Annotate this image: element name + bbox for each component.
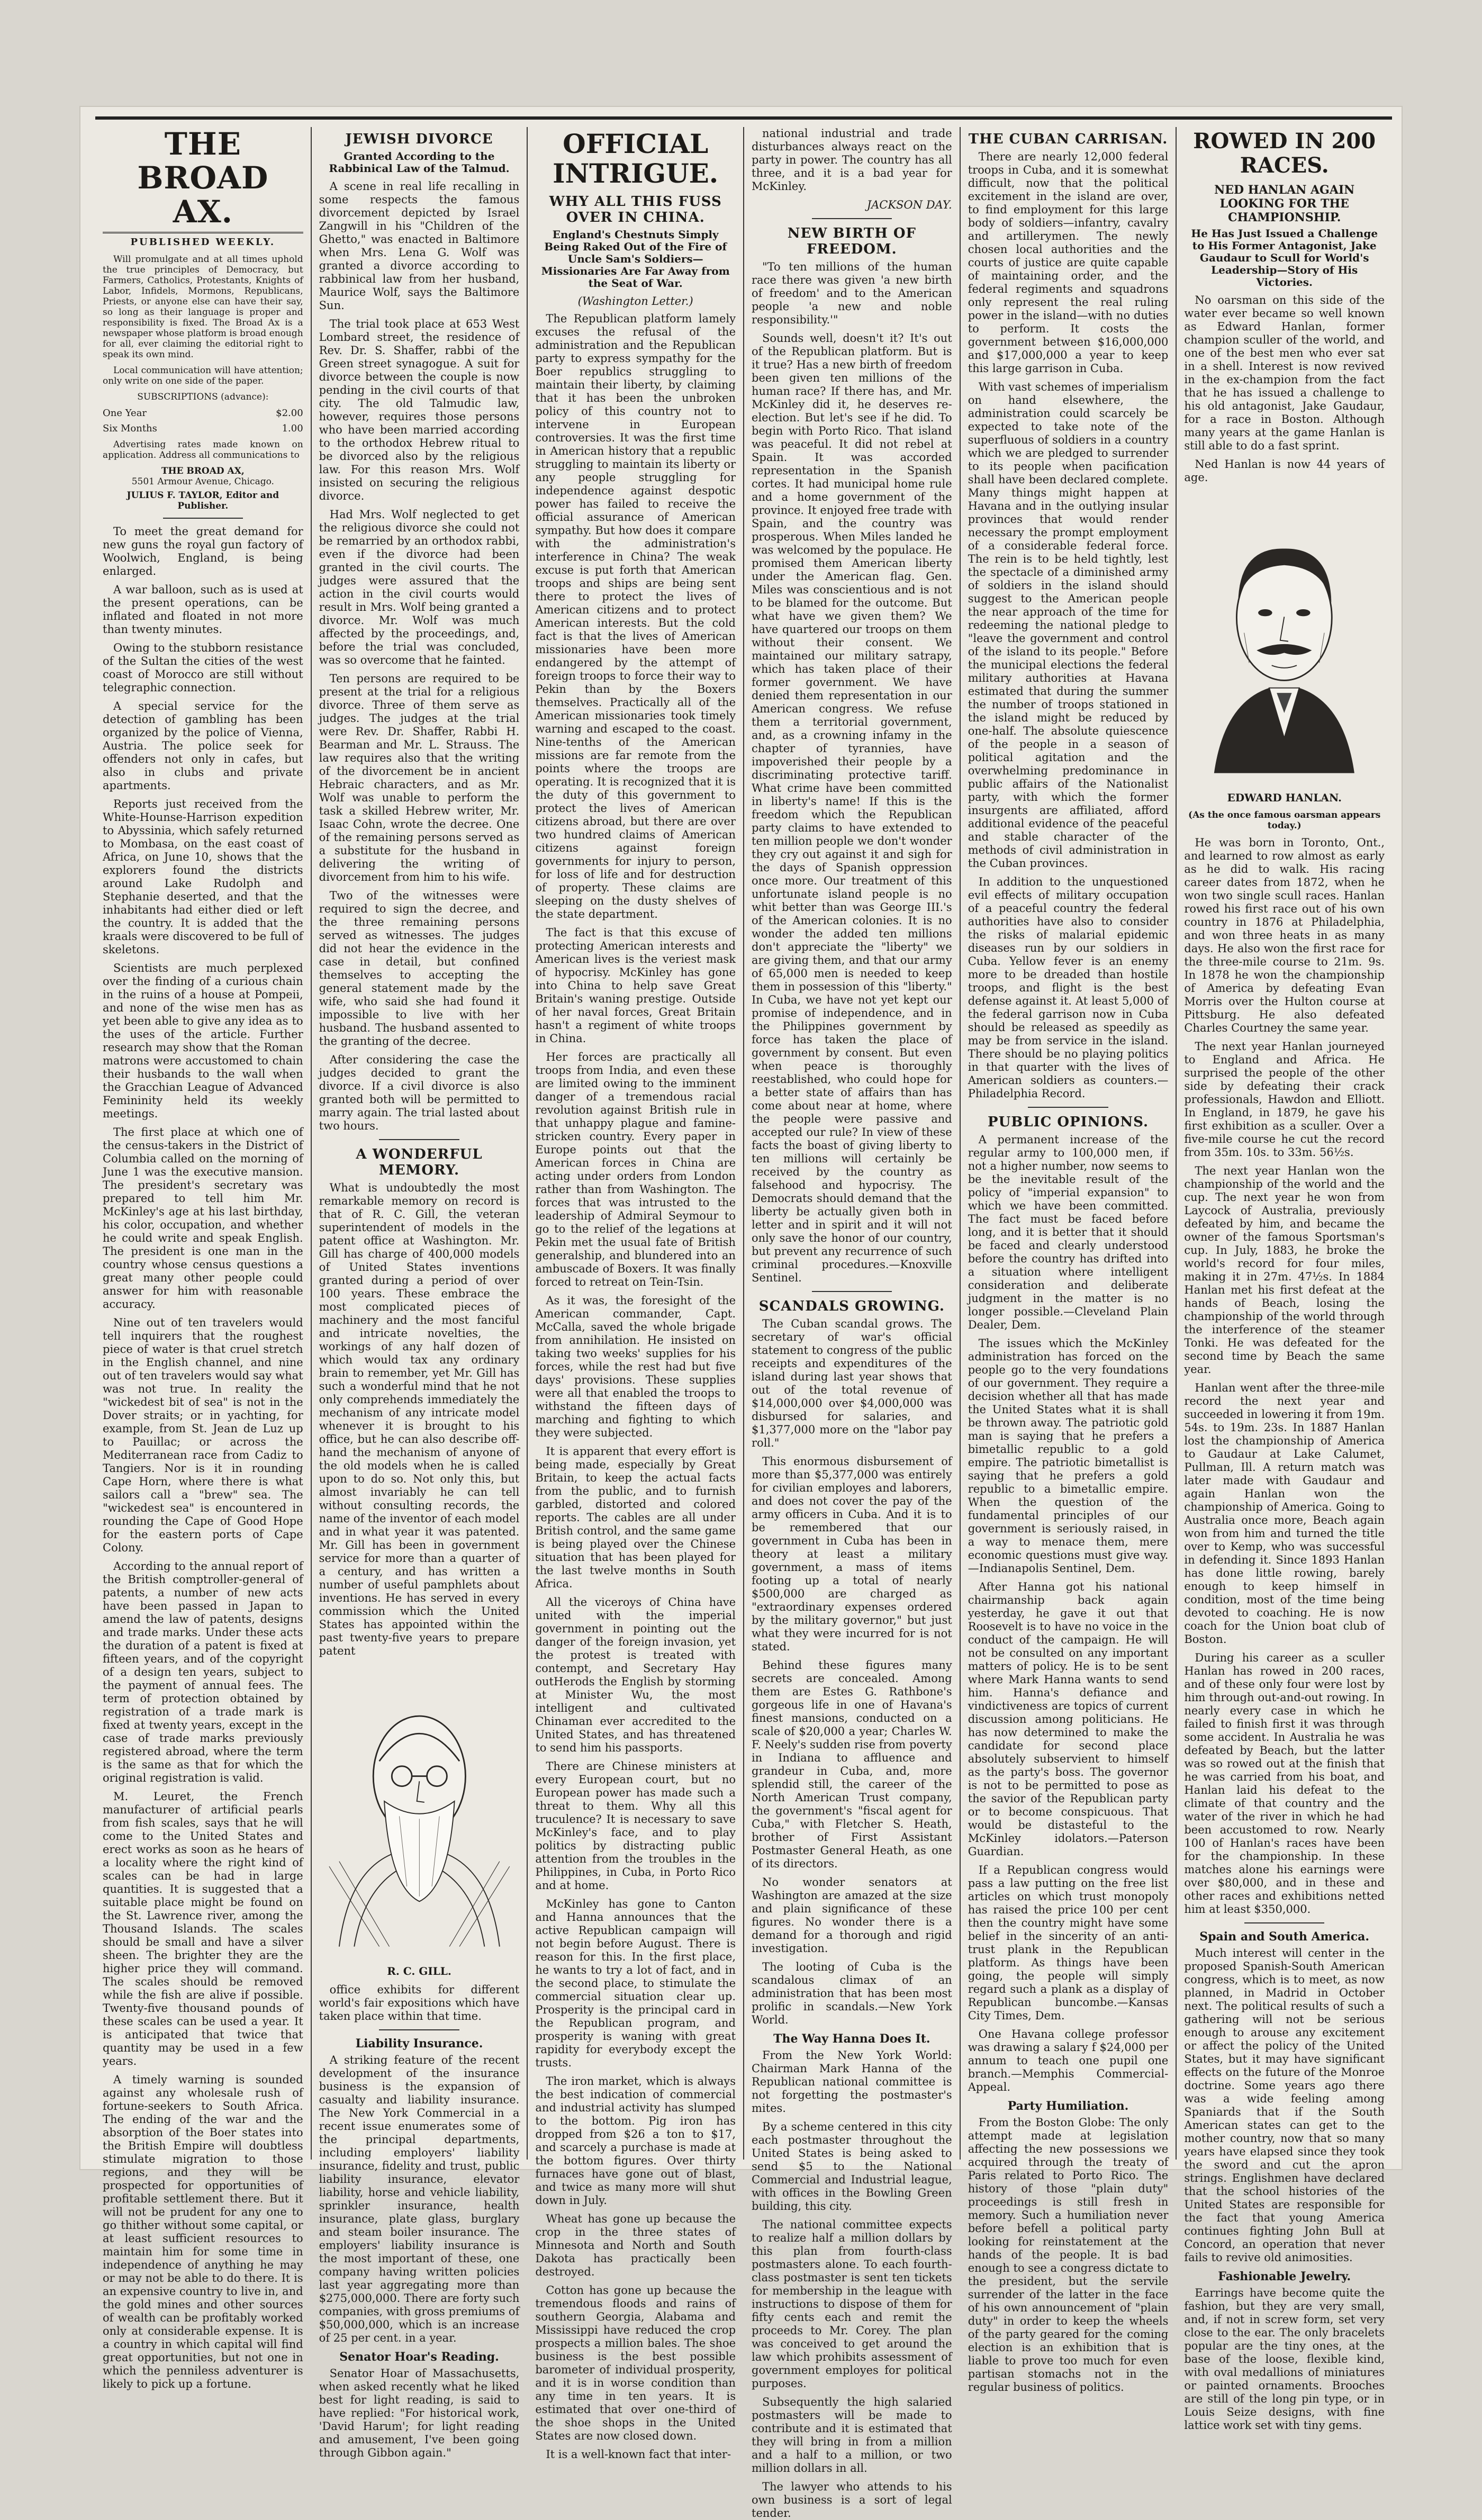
paragraph: This enormous disbursement of more than $5,377,000 was entirely for civilian employes and laborers, and does not cover the pay of the army officers in Cuba. And it is to be remembered that our government in Cuba has been in theory at least a military government, a mass of items footing up a total of nearly $500,000 are charged as "extraordinary expenses ordered by the military governor," but just what they were incurred for is not stated. (752, 1455, 952, 1653)
divider (1244, 1922, 1324, 1923)
subscriptions-heading: SUBSCRIPTIONS (advance): (137, 392, 269, 402)
paragraph: national industrial and trade disturbances always react on the party in power. The country has all three, and it is a bad year for McKinley. (752, 127, 952, 193)
paragraph: What is undoubtedly the most remarkable memory on record is that of R. C. Gill, the veteran superintendent of models in the patent office at Washington. Mr. Gill has charge of 400,000 models of United States inventions granted during a period of over 100 years. These embrace the most complicated pieces of machinery and the most fanciful and intricate novelties, the workings of any half dozen of which would tax any ordinary brain to remember, yet Mr. Gill has such a wonderful mind that he not only comprehends immediately the mechanism of any intricate model whenever it is brought to his office, but he can also describe off-hand the mechanism of anyone of the old models when he is called upon to do so. Not only this, but almost invariably he can tell without consulting records, the name of the inventor of each model and in what year it was patented. Mr. Gill has been in government service for more than a quarter of a century, and has written a number of useful pamphlets about inventions. He has served in every commission which the United States has appointed within the past twenty-five years to prepare patent (319, 1181, 520, 1657)
portrait-engraving-gill (319, 1668, 520, 1954)
paragraph: There are nearly 12,000 federal troops in Cuba, and it is somewhat difficult, now that the political excitement in the island are over, to find employment for this large body of soldiers—infantry, cavalry and artillerymen. The newly chosen local authorities and the courts of justice are quite capable of maintaining order, and the federal regiments and squadrons only represent the real ruling power in the island—with no duties to perform. It costs the government between $16,000,000 and $17,000,000 a year to keep this large garrison in Cuba. (968, 150, 1169, 375)
headline-hanna: The Way Hanna Does It. (773, 2032, 930, 2046)
paragraph: Senator Hoar of Massachusetts, when asked recently what he liked best for light reading, is said to have replied: "For historical work, 'David Harum'; for light reading and amusement, I've been going through Gibbon again." (319, 2367, 520, 2459)
paragraph: The Republican platform lamely excuses the refusal of the administration and the Republican party to express sympathy for the Boer republics struggling to maintain their liberty, by claiming that it has been the unbroken policy of this country not to intervene in European controversies. It was the first time in American history that a republic struggling to maintain its liberty or any people struggling for independence against despotic power has failed to receive the official assurance of American sympathy. But how does it compare with the administration's interference in China? The weak excuse is put forth that American troops and ships are being sent there to protect the lives of American citizens and to protect American interests. But the cold fact is that the lives of American missionaries have been more endangered by the attempt of foreign troops to force their way to Pekin than by the Boxers themselves. Practically all of the American missionaries took timely warning and escaped to the coast. Nine-tenths of the American missions are far remote from the points where the troops are operating. It is recognized that it is the duty of this government to protect the lives of American citizens abroad, but there are over two hundred claims of American citizens against foreign governments for injury to person, for loss of life and for destruction of property. These claims are sleeping on the dusty shelves of the state department. (535, 312, 736, 920)
paragraph: A striking feature of the recent development of the insurance business is the expansion of casualty and liability insurance. The New York Commercial in a recent issue enumerates some of the principal departments, including employers' liability insurance, fidelity and trust, public liability insurance, elevator liability, horse and vehicle liability, sprinkler insurance, health insurance, plate glass, burglary and steam boiler insurance. The employers' liability insurance is the most important of these, one company having written policies last year aggregating more than $275,000,000. There are forty such companies, with gross premiums of $50,000,000, which is an increase of 25 per cent. in a year. (319, 2054, 520, 2344)
paragraph: Behind these figures many secrets are concealed. Among them are Estes G. Rathbone's gorgeous life in one of Havana's finest mansions, conducted on a scale of $20,000 a year; Charles W. F. Neely's sudden rise from poverty in Indiana to affluence and grandeur in Cuba, and, more splendid still, the career of the North American Trust company, the government's "fiscal agent for Cuba," with Fletcher S. Heath, brother of First Assistant Postmaster General Heath, as one of its directors. (752, 1659, 952, 1870)
headline-rowed-in-200-races: ROWED IN 200 RACES. (1193, 129, 1376, 178)
paragraph: The national committee expects to realize half a million dollars by this plan from fourth-class postmasters alone. To each fourth-class postmaster is sent ten tickets for membership in the league with instructions to dispose of them for fifty cents each and remit the proceeds to Mr. Corey. The plan was conceived to get around the law which prohibits assessment of government employes for political purposes. (752, 2218, 952, 2390)
headline-scandals-growing: SCANDALS GROWING. (758, 1298, 945, 1314)
paragraph: The issues which the McKinley administration has forced on the people go to the very foundations of our government. They require a decision whether all that has made the United States what it is shall be thrown away. The patriotic gold man is saying that he prefers a bimetallic republic to a gold empire. The patriotic bimetallist is saying that he prefers a gold republic to a bimetallic empire. When the question of the fundamental principles of our government is seriously raised, in a way to menace them, mere economic questions must give way.—Indianapolis Sentinel, Dem. (968, 1337, 1169, 1575)
paragraph: The first place at which one of the census-takers in the District of Columbia called on the morning of June 1 was the executive mansion. The president's secretary was prepared to tell him Mr. McKinley's age at his last birthday, his color, occupation, and whether he could write and speak English. The president is one man in the country whose census questions a great many other people could answer for him with reasonable accuracy. (103, 1126, 303, 1311)
paragraph: Much interest will center in the proposed Spanish-South American congress, which is to meet, as now planned, in Madrid in October next. The political results of such a gathering will not be serious enough to arouse any excitement or affect the policy of the United States, but it may have significant effects on the future of the Monroe doctrine. Some years ago there was a wide feeling among Spaniards that if the South American states can get to the mother country, now that so many years have elapsed since they took the sword and cut the apron strings. Englishmen have declared that the school histories of the United States are responsible for the fact that young America continues fighting John Bull at Concord, an operation that never fails to revive old animosities. (1184, 1947, 1385, 2264)
masthead: THE BROAD AX. (103, 127, 303, 233)
address-line-1: THE BROAD AX, (161, 466, 245, 476)
paragraph: Earrings have become quite the fashion, but they are very small, and, if not in screw form, set very close to the ear. The only bracelets popular are the tiny ones, at the base of the loose, flexible kind, with oval medallions of miniatures or painted ornaments. Brooches are still of the long pin type, or in Louis Seize designs, with fine lattice work set with tiny gems. (1184, 2287, 1385, 2432)
divider (163, 518, 243, 519)
paragraph: Ten persons are required to be present at the trial for a religious divorce. Three of them serve as judges. The judges at the trial were Rev. Dr. Shaffer, Rabbi H. Bearman and Mr. L. Strauss. The law requires also that the writing of the divorcement be in ancient Hebraic characters, and as Mr. Wolf was unable to perform the task a skilled Hebrew writer, Mr. Isaac Cohn, wrote the decree. One of the remaining persons served as a substitute for the husband in delivering the writing of divorcement from him to his wife. (319, 672, 520, 883)
column-1 (95, 126, 312, 2390)
paragraph: All the viceroys of China have united with the imperial government in pointing out the danger of the foreign invasion, yet the protest is treated with contempt, and Secretary Hay outHerods the English by storming at Minister Wu, the most intelligent and cultivated Chinaman ever accredited to the United States, and has threatened to send him his passports. (535, 1596, 736, 1754)
paragraph: A scene in real life recalling in some respects the famous divorcement depicted by Israel Zangwill in his "Children of the Ghetto," was enacted in Baltimore when Mrs. Lena G. Wolf was granted a divorce according to rabbinical law from her husband, Maurice Wolf, says the Baltimore Sun. (319, 180, 520, 312)
paragraph: During his career as a sculler Hanlan has rowed in 200 races, and of these only four were lost by him through out-and-out rowing. In nearly every case in which he failed to finish first it was through some accident. In Australia he was defeated by Beach, but the latter was so rowed out at the finish that he was carried from his boat, and Hanlan laid his defeat to the climate of that country and the water of the river in which he had been accustomed to row. Nearly 100 of Hanlan's races have been for the championship. In these matches alone his earnings were over $80,000, and in these and other races and exhibitions netted him at least $350,000. (1184, 1651, 1385, 1916)
divider (812, 218, 892, 219)
paragraph: The Cuban scandal grows. The secretary of war's official statement to congress of the public receipts and expenditures of the island during last year shows that out of the total revenue of $14,000,000 over $4,000,000 was disbursed for salaries, and $1,377,000 more on the "labor pay roll." (752, 1317, 952, 1449)
paragraph: There are Chinese ministers at every European court, but no European power has made such a threat to them. Why all this truculence? It is necessary to save McKinley's face, and to play politics by distracting public attention from the troubles in the Philippines, in Cuba, in Porto Rico and at home. (535, 1760, 736, 1892)
signature: JACKSON DAY. (866, 198, 952, 211)
portrait-subcaption: (As the once famous oarsman appears today.) (1188, 810, 1381, 831)
top-rule (95, 116, 1392, 120)
divider (379, 1139, 459, 1140)
paragraph: Cotton has gone up because the tremendous floods and rains of southern Georgia, Alabama and Mississippi have reduced the crop prospects a million bales. The shoe business is the best possible barometer of individual prosperity, and it is in worse condition than any time in ten years. It is estimated that over one-third of the shoe shops in the United States are now closed down. (535, 2284, 736, 2442)
headline-public-opinions: PUBLIC OPINIONS. (988, 1114, 1149, 1130)
paragraph: After considering the case the judges decided to grant the divorce. If a civil divorce is also granted both will be permitted to marry again. The trial lasted about two hours. (319, 1053, 520, 1132)
divider (1028, 1107, 1108, 1108)
paragraph: Nine out of ten travelers would tell inquirers that the roughest piece of water is that cruel stretch in the English channel, and nine out of ten travelers would say what was not true. In reality the "wickedest bit of sea" is not in the Dover straits; or in yachting, for example, from St. Jean de Luz up to Pauillac; or across the Mediterranean race from Cadiz to Tangiers. Nor is it in rounding Cape Horn, where there is what sailors call a "brew" sea. The "wickedest sea" is encountered in rounding the Cape of Good Hope for the eastern ports of Cape Colony. (103, 1316, 303, 1554)
deck: He Has Just Issued a Challenge to His Former Antagonist, Jake Gaudaur to Scull for World's Leadership—Story of His Victories. (1191, 227, 1378, 288)
newspaper-page (79, 106, 1403, 2519)
column-5 (961, 127, 1177, 2393)
headline-official-intrigue: OFFICIAL INTRIGUE. (553, 128, 719, 189)
paragraph: The iron market, which is always the best indication of commercial and industrial activity has slumped to the bottom. Pig iron has dropped from $26 a ton to $17, and scarcely a purchase is made at the bottom figures. Over thirty furnaces have gone out of blast, and twice as many more will shut down in July. (535, 2075, 736, 2207)
paragraph: Reports just received from the White-Hounse-Harrison expedition to Abyssinia, which safely returned to Mombasa, on the east coast of Africa, on June 10, shows that the explorers found the districts around Lake Rudolph and Stephanie deserted, and that the inhabitants had either died or left the country. It is added that the kraals were discovered to be full of skeletons. (103, 798, 303, 956)
paragraph: No oarsman on this side of the water ever became so well known as Edward Hanlan, former champion sculler of the world, and one of the best men who ever sat in a shell. Interest is now revived in the ex-champion from the fact that he has issued a challenge to his old antagonist, Jake Gaudaur, for a race in Boston. Although many years at the game Hanlan is still able to do a fast sprint. (1184, 294, 1385, 452)
paragraph: After Hanna got his national chairmanship back again yesterday, he gave it out that Roosevelt is to have no voice in the conduct of the campaign. He will not be consulted on any important matters of policy. He is to be sent where Mark Hanna wants to send him. Hanna's defiance and vindictiveness are topics of current discussion among politicians. He has now determined to make the candidate for second place absolutely subservient to himself as the party's boss. The governor is not to be permitted to pose as the savior of the Republican party or to become conspicuous. That would be distasteful to the McKinley idolators.—Paterson Guardian. (968, 1580, 1169, 1858)
paragraph: A special service for the detection of gambling has been organized by the police of Vienna, Austria. The police seek for offenders not only in cafes, but also in clubs and private apartments. (103, 700, 303, 792)
divider (379, 2029, 459, 2030)
headline-senator-hoar: Senator Hoar's Reading. (339, 2350, 499, 2364)
address-line-2: 5501 Armour Avenue, Chicago. (131, 476, 274, 487)
paragraph: According to the annual report of the British comptroller-general of patents, a number of new acts have been passed in Japan to amend the law of patents, designs and trade marks. Under these acts the duration of a patent is fixed at fifteen years, and of the copyright of a design ten years, subject to the payment of annual fees. The term of protection obtained by registration of a trade mark is fixed at twenty years, except in the case of trade marks previously registered abroad, where the term is the same as that for which the original registration is valid. (103, 1560, 303, 1784)
paragraph: "To ten millions of the human race there was given 'a new birth of freedom' and to the American people 'a new and noble responsibility.'" (752, 260, 952, 326)
column-6 (1177, 127, 1392, 2432)
paragraph: The lawyer who attends to his own business is a sort of legal tender. (752, 2480, 952, 2519)
headline-wonderful-memory: A WONDERFUL MEMORY. (356, 1146, 483, 1178)
subhead-hanlan: NED HANLAN AGAIN LOOKING FOR THE CHAMPIONSHIP. (1214, 183, 1355, 224)
paragraph: By a scheme centered in this city each postmaster throughout the United States is being asked to send $5 to the National Commercial and Industrial league, with offices in the Bowling Green building, this city. (752, 2120, 952, 2212)
column-2 (312, 127, 528, 2459)
editor-line: JULIUS F. TAYLOR, Editor and Publisher. (126, 490, 279, 511)
paragraph: He was born in Toronto, Ont., and learned to row almost as early as he did to walk. His racing career dates from 1872, when he won two single scull races. Hanlan rowed his first race out of his own country in 1876 at Philadelphia, and won three heats in as many days. He also won the first race for the three-mile course to 21m. 9s. In 1878 he won the championship of America by defeating Evan Morris over the Hulton course at Pittsburg. He also defeated Charles Courtney the same year. (1184, 836, 1385, 1034)
local-note: Local communication will have attention; only write on one side of the paper. (103, 365, 303, 386)
paragraph: Had Mrs. Wolf neglected to get the religious divorce she could not be remarried by an orthodox rabbi, even if the divorce had been granted in the civil courts. The judges were assured that the action in the civil courts would result in Mrs. Wolf being granted a divorce. Mr. Wolf was much affected by the proceedings, and, before the trial was concluded, was so overcome that he fainted. (319, 508, 520, 666)
advertising-note: Advertising rates made known on application. Address all communications to (103, 439, 303, 460)
paragraph: The next year Hanlan journeyed to England and Africa. He surprised the people of the other side by defeating their crack professionals, Hawdon and Elliott. In England, in 1879, he gave his first exhibition as a sculler. Over a five-mile course he cut the record from 35m. 10s. to 33m. 56½s. (1184, 1040, 1385, 1159)
paragraph: One Havana college professor was drawing a salary f $24,000 per annum to teach one pupil one branch.—Memphis Commercial-Appeal. (968, 2028, 1169, 2093)
paragraph: It is a well-known fact that inter- (546, 2448, 731, 2461)
paragraph: A permanent increase of the regular army to 100,000 men, if not a higher number, now seems to be the inevitable result of the policy of "imperial expansion" to which we have been committed. The fact must be faced before long, and it is better that it should be faced and clearly understood before the country has drifted into a situation where intelligent consideration and deliberate judgment in the matter is no longer possible.—Cleveland Plain Dealer, Dem. (968, 1133, 1169, 1331)
headline-jewish-divorce: JEWISH DIVORCE (345, 131, 493, 147)
subhead-china: WHY ALL THIS FUSS OVER IN CHINA. (549, 194, 722, 225)
headline-fashionable-jewelry: Fashionable Jewelry. (1218, 2270, 1351, 2283)
paragraph: With vast schemes of imperialism on hand elsewhere, the administration could scarcely be expected to take note of the superfluous of soldiers in a country which we are pledged to surrender to its people when pacification shall have been declared complete. Many things might happen at Havana and in the outlying insular provinces that would render necessary the prompt employment of a considerable federal force. The rein is to be held tightly, lest the spectacle of a diminished army of soldiers in the island should suggest to the American people the near approach of the time for redeeming the national pledge to "leave the government and control of the island to its people." Before the municipal elections the federal military authorities at Havana estimated that during the summer the number of troops stationed in the island might be reduced by one-half. The absolute quiescence of the people in a season of political agitation and the overwhelming predominance in public affairs of the Nationalist party, with which the former insurgents are affiliated, afford additional evidence of the peaceful and stable character of the methods of civil administration in the Cuban provinces. (968, 381, 1169, 870)
divider (812, 1291, 892, 1292)
paragraph: From the Boston Globe: The only attempt made at legislation affecting the new possessions we acquired through the treaty of Paris related to Porto Rico. The history of those "plain duty" proceedings is still fresh in memory. Such a humiliation never before befell a political party looking for reinstatement at the hands of the people. It is bad enough to see a congress dictate to the president, but the servile surrender of the latter in the face of his own announcement of "plain duty" in order to keep the wheels of the party geared for the coming election is an exhibition that is liable to prove too much for even partisan stomachs not in the regular business of politics. (968, 2116, 1169, 2393)
paragraph: Owing to the stubborn resistance of the Sultan the cities of the west coast of Morocco are still without telegraphic connection. (103, 642, 303, 694)
paragraph: A timely warning is sounded against any wholesale rush of fortune-seekers to South Africa. The ending of the war and the absorption of the Boer states into the British Empire will doubtless stimulate migration to those regions, and they will be prospected for opportunities of profitable settlement there. But it will not be prudent for any one to go thither without some capital, or at least sufficient resources to maintain him for some time in independence of anything he may or may not be able to do there. It is an expensive country to live in, and the gold mines and other sources of wealth can be profitably worked only at considerable expense. It is a country in which capital will find great opportunities, but not one in which the penniless adventurer is likely to pick up a fortune. (103, 2073, 303, 2390)
headline-spain-south-america: Spain and South America. (1199, 1930, 1370, 1944)
paragraph: The looting of Cuba is the scandalous climax of an administration that has been most prolific in scandals.—New York World. (752, 1961, 952, 2026)
column-3 (528, 127, 744, 2461)
intro-text: Will promulgate and at all times uphold the true principles of Democracy, but Farmers, Catholics, Protestants, Knights of Labor, Infidels, Mormons, Republicans, Priests, or anyone else can have their say, so long as their language is proper and responsibility is fixed. The Broad Ax is a newspaper whose platform is broad enough for all, ever claiming the editorial right to speak its own mind. (103, 254, 303, 360)
paragraph: From the New York World: Chairman Mark Hanna of the Republican national committee is not forgetting the postmaster's mites. (752, 2049, 952, 2115)
paragraph: Scientists are much perplexed over the finding of a curious chain in the ruins of a house at Pompeii, and none of the wise men has as yet been able to give any idea as to the uses of the article. Further research may show that the Roman matrons were accustomed to chain their husbands to the wall when the Gracchian League of Advanced Femininity held its weekly meetings. (103, 962, 303, 1120)
portrait-caption-gill: R. C. GILL. (387, 1965, 451, 1977)
paragraph: No wonder senators at Washington are amazed at the size and plain significance of these figures. No wonder there is a demand for a thorough and rigid investigation. (752, 1876, 952, 1955)
paragraph: Sounds well, doesn't it? It's out of the Republican platform. But is it true? Has a new birth of freedom been given ten millions of the human race? If there has, and Mr. McKinley did it, he deserves re-election. But let's see if he did. To begin with Porto Rico. That island was peaceful. It did not rebel at Spain. It was accorded representation in the Spanish cortes. It had municipal home rule and a home government of the province. It enjoyed free trade with Spain, and the country was prosperous. When Miles landed he was welcomed by the populace. He promised them American liberty under the American flag. Gen. Miles was conscientious and is not to be blamed for the outcome. But what have we given them? We have quartered our troops on them without their consent. We maintained our military satrapy, which has taken place of their former government. We have denied them representation in our American congress. We refuse them a territorial government, and, as a crowning infamy in the chapter of tyrannies, have impoverished their people by a discriminating protective tariff. What crime have been committed in liberty's name! If this is the freedom which the Republican party claims to have extended to ten million people we don't wonder they cry out against it and sigh for the days of Spanish oppression once more. Our treatment of this unfortunate island people is no whit better than was George III.'s of the American colonies. It is no wonder the added ten millions don't appreciate the "liberty" we are giving them, and that our army of 65,000 men is needed to keep them in possession of this "liberty." In Cuba, we have not yet kept our promise of independence, and in the Philippines government by force has taken the place of government by consent. But even when peace is thoroughly reestablished, who could hope for a better state of affairs than has come about near at home, where the people were passive and accepted our rule? In view of these facts the boast of giving liberty to ten millions will certainly be received by the country as falsehood and hypocrisy. The Democrats should demand that the liberty be actually given both in letter and in spirit and it will not only save the honor of our country, but prevent any recurrence of such criminal procedures.—Knoxville Sentinel. (752, 332, 952, 1284)
paragraph: Two of the witnesses were required to sign the decree, and the three remaining persons served as witnesses. The judges did not hear the evidence in the case in detail, but confined themselves to accepting the general statement made by the wife, who said she had found it impossible to live with her husband. The husband assented to the granting of the decree. (319, 889, 520, 1047)
paragraph: Ned Hanlan is now 44 years of age. (1184, 458, 1385, 484)
paragraph: If a Republican congress would pass a law putting on the free list articles on which trust monopoly has raised the price 100 per cent then the country might have some belief in the sincerity of an anti-trust plank in the Republican platform. As things have been going, the people will simply regard such a plank as a display of Republican buncombe.—Kansas City Times, Dem. (968, 1864, 1169, 2022)
paragraph: Her forces are practically all troops from India, and even these are limited owing to the imminent danger of a tremendous racial revolution against British rule in that unhappy plague and famine-stricken country. Every paper in Europe points out that the American forces in China are acting under orders from London rather than from Washington. The forces that was intrusted to the leadership of Admiral Seymour to go to the relief of the legations at Pekin met the usual fate of British generalship, and blundered into an ambuscade of Boxers. It was finally forced to retreat on Tein-Tsin. (535, 1051, 736, 1288)
paragraph: The next year Hanlan won the championship of the world and the cup. The next year he won from Laycock of Australia, previously defeated by him, and became the owner of the famous Sportsman's cup. In July, 1883, he broke the world's record for four miles, making it in 27m. 47½s. In 1884 Hanlan met his first defeat at the hands of Beach, losing the championship of the world through the interference of the steamer Tonki. He was defeated for the second time by Beach the same year. (1184, 1164, 1385, 1376)
paragraph: A war balloon, such as is used at the present operations, can be inflated and floated in not more than twenty minutes. (103, 583, 303, 636)
published-weekly: PUBLISHED WEEKLY. (130, 237, 276, 248)
headline-party-humiliation: Party Humiliation. (1007, 2099, 1129, 2113)
paragraph: As it was, the foresight of the American commander, Capt. McCalla, saved the whole brigade from annihilation. He insisted on taking two weeks' supplies for his forces, while the rest had but five days' provisions. These supplies were all that enabled the troops to withstand the fifteen days of marching and fighting to which they were subjected. (535, 1294, 736, 1439)
paragraph: It is apparent that every effort is being made, especially by Great Britain, to keep the actual facts from the public, and to furnish garbled, distorted and colored reports. The cables are all under British control, and the same game is being played over the Chinese situation that has been played for the last twelve months in South Africa. (535, 1445, 736, 1590)
table-row: Six Months 1.00 (103, 423, 303, 434)
subheading: Granted According to the Rabbinical Law of the Talmud. (329, 150, 510, 175)
paragraph: To meet the great demand for new guns the royal gun factory of Woolwich, England, is being enlarged. (103, 525, 303, 577)
paragraph: Hanlan went after the three-mile record the next year and succeeded in lowering it from 19m. 54s. to 19m. 23s. In 1887 Hanlan lost the championship of America to Gaudaur at Lake Calumet, Pullman, Ill. A return match was later made with Gaudaur and again Hanlan won the championship of America. Going to Australia once more, Beach again won from him and turned the title over to Kemp, who was successful in defending it. Since 1893 Hanlan has done little rowing, barely enough to keep himself in condition, most of the time being devoted to coaching. He is now coach for the Union boat club of Boston. (1184, 1381, 1385, 1646)
portrait-caption-hanlan: EDWARD HANLAN. (1227, 791, 1342, 804)
column-4 (744, 127, 961, 2519)
headline-new-birth-of-freedom: NEW BIRTH OF FREEDOM. (787, 225, 916, 257)
columns (95, 126, 1392, 2519)
subscription-table (103, 405, 303, 436)
dateline: (Washington Letter.) (577, 295, 693, 308)
paragraph: Subsequently the high salaried postmasters will be made to contribute and it is estimated that they will bring in from a million and a half to a million, or two million dollars in all. (752, 2396, 952, 2474)
paragraph: The fact is that this excuse of protecting American interests and American lives is the veriest mask of hypocrisy. McKinley has gone into China to help save Great Britain's waning prestige. Outside of her naval forces, Great Britain hasn't a regiment of white troops in China. (535, 926, 736, 1045)
paragraph: Wheat has gone up because the crop in the three states of Minnesota and North and South Dakota has practically been destroyed. (535, 2212, 736, 2278)
deck: England's Chestnuts Simply Being Raked Out of the Fire of Uncle Sam's Soldiers—Missionaries Are Far Away from the Seat of War. (541, 228, 730, 290)
paragraph: In addition to the unquestioned evil effects of military occupation of a peaceful country the federal authorities have also to consider the risks of malarial epidemic diseases run by our soldiers in Cuba. Yellow fever is an enemy more to be dreaded than hostile troops, and flight is the best defense against it. At least 5,000 of the federal garrison now in Cuba should be released as speedily as may be from service in the island. There should be no playing politics in that quarter with the lives of American soldiers as counters.—Philadelphia Record. (968, 875, 1169, 1100)
paragraph: M. Leuret, the French manufacturer of artificial pearls from fish scales, says that he will come to the United States and erect works as soon as he hears of a locality where the right kind of scales can be had in large quantities. It is suggested that a suitable place might be found on the St. Lawrence river, among the Thousand Islands. The scales should be small and have a silver sheen. The brighter they are the higher price they will command. The scales should be removed while the fish are alive if possible. Twenty-five thousand pounds of these scales can be used a year. It is anticipated that twice that quantity may be used in a few years. (103, 1790, 303, 2067)
paragraph: McKinley has gone to Canton and Hanna announces that the active Republican campaign will not begin before August. There is reason for this. In the first place, he wants to try a lot of fact, and in the second place, to stimulate the commercial situation clear up. Prosperity is the principal card in the Republican program, and prosperity is waning with great rapidity for everybody except the trusts. (535, 1898, 736, 2069)
paragraph: The trial took place at 653 West Lombard street, the residence of Rev. Dr. S. Shaffer, rabbi of the Green street synagogue. A suit for divorce between the couple is now pending in the civil courts of that city. The old Talmudic law, however, requires those persons who have been married according to the orthodox Hebrew ritual to be divorced also by the religious law. For this reason Mrs. Wolf insisted on securing the religious divorce. (319, 318, 520, 502)
table-row: One Year $2.00 (103, 408, 303, 419)
headline-cuban-garrison: THE CUBAN CARRISAN. (968, 131, 1168, 147)
headline-liability-insurance: Liability Insurance. (355, 2037, 483, 2051)
portrait-engraving-hanlan (1184, 495, 1385, 781)
paragraph: office exhibits for different world's fair expositions which have taken place within that time. (319, 1983, 520, 2022)
